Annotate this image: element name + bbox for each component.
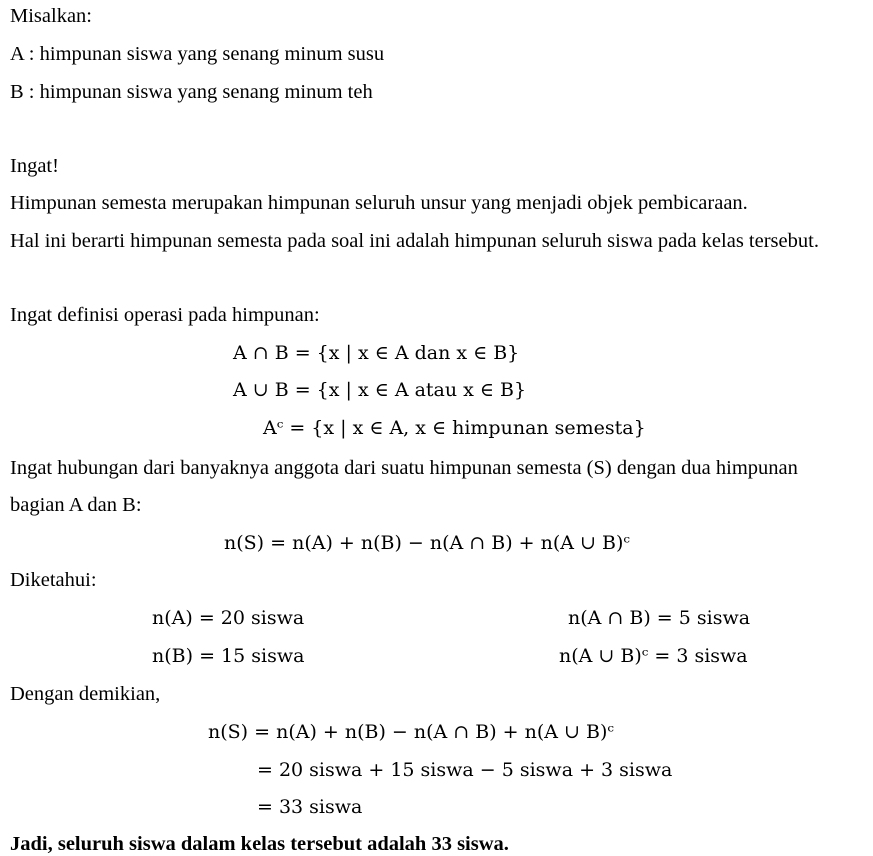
solution-step3: = 33 siswa bbox=[257, 796, 363, 818]
known-n-union-complement: n(A ∪ B)ᶜ = 3 siswa bbox=[559, 645, 748, 667]
union-definition: A ∪ B = {x | x ∈ A atau x ∈ B} bbox=[233, 379, 527, 401]
intersection-definition: A ∩ B = {x | x ∈ A dan x ∈ B} bbox=[233, 342, 520, 364]
relation-text-line2: bagian A dan B: bbox=[10, 494, 142, 516]
definitions-heading: Ingat definisi operasi pada himpunan: bbox=[10, 304, 320, 326]
set-a-definition: A : himpunan siswa yang senang minum susu bbox=[10, 43, 385, 65]
misalkan-label: Misalkan: bbox=[10, 5, 92, 27]
semesta-definition: Himpunan semesta merupakan himpunan seluruh unsur yang menjadi objek pembicaraan. bbox=[10, 192, 748, 214]
set-b-definition: B : himpunan siswa yang senang minum teh bbox=[10, 81, 373, 103]
relation-text-line1: Ingat hubungan dari banyaknya anggota dari suatu himpunan semesta (S) dengan dua himpunan bbox=[10, 457, 798, 479]
solution-heading: Dengan demikian, bbox=[10, 683, 161, 705]
known-n-intersection: n(A ∩ B) = 5 siswa bbox=[568, 607, 751, 629]
known-heading: Diketahui: bbox=[10, 569, 97, 591]
known-nB: n(B) = 15 siswa bbox=[152, 645, 305, 667]
solution-step1: n(S) = n(A) + n(B) − n(A ∩ B) + n(A ∪ B)ᶜ bbox=[208, 721, 614, 743]
complement-definition: Aᶜ = {x | x ∈ A, x ∈ himpunan semesta} bbox=[263, 417, 646, 439]
known-nA: n(A) = 20 siswa bbox=[152, 607, 305, 629]
conclusion: Jadi, seluruh siswa dalam kelas tersebut adalah 33 siswa. bbox=[10, 833, 509, 855]
ingat-heading: Ingat! bbox=[10, 155, 59, 177]
solution-step2: = 20 siswa + 15 siswa − 5 siswa + 3 siswa bbox=[257, 759, 673, 781]
relation-formula: n(S) = n(A) + n(B) − n(A ∩ B) + n(A ∪ B)ᶜ bbox=[224, 532, 630, 554]
semesta-explanation: Hal ini berarti himpunan semesta pada soal ini adalah himpunan seluruh siswa pada kelas tersebut. bbox=[10, 230, 819, 252]
